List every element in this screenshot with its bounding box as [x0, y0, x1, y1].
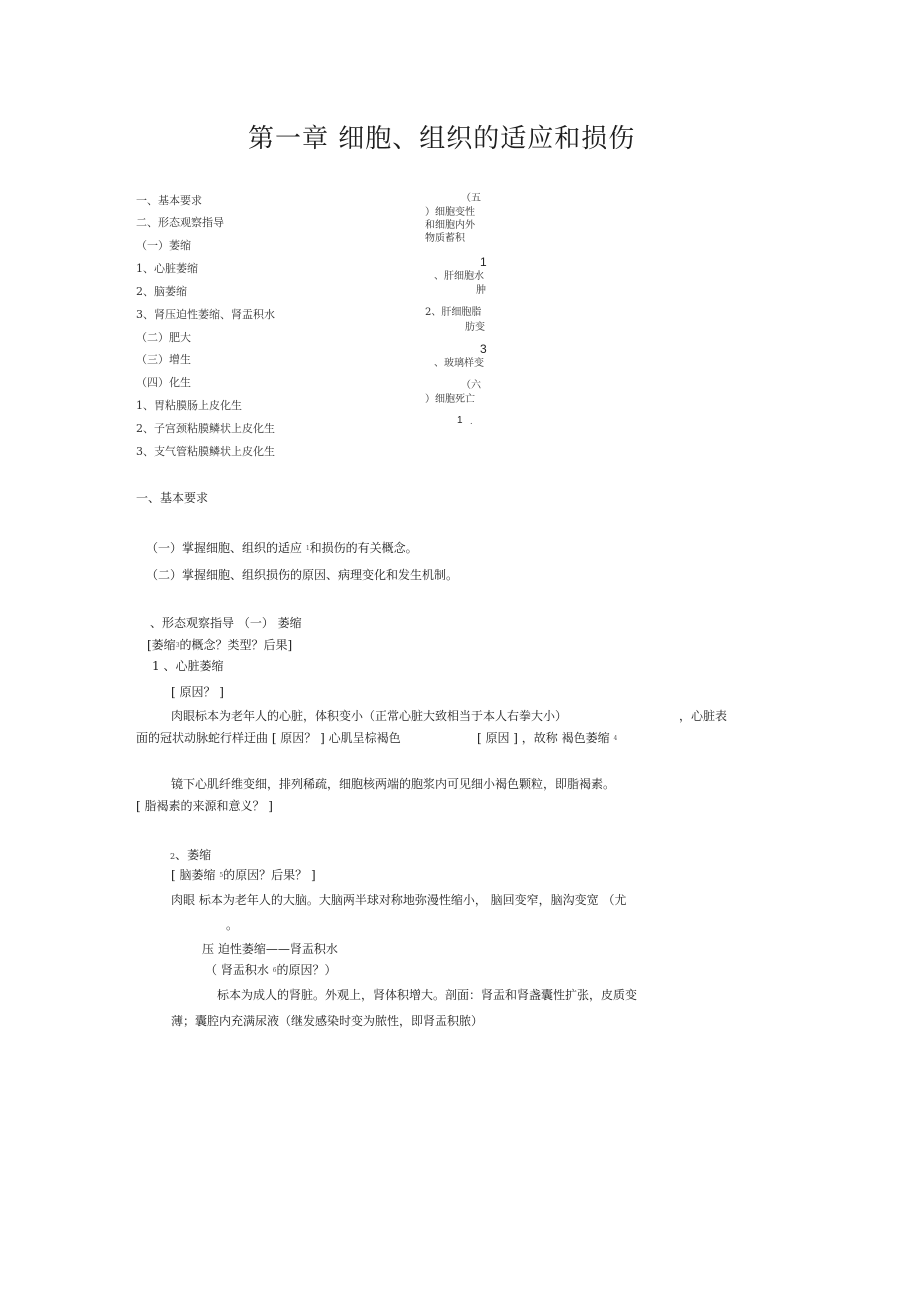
- toc-item: 二、形态观察指导: [136, 216, 224, 229]
- paragraph-line: [477, 729, 617, 746]
- toc-right-number: 1: [480, 255, 487, 269]
- toc-item: 3、支气管粘膜鳞状上皮化生: [136, 445, 275, 458]
- toc-item: 1、心脏萎缩: [136, 262, 198, 275]
- text-span: 、萎缩: [175, 848, 212, 862]
- subheading: 1 、心脏萎缩: [152, 659, 224, 673]
- toc-item: 1、胃粘膜肠上皮化生: [136, 399, 242, 412]
- section-heading: 、形态观察指导 （一） 萎缩: [150, 616, 302, 630]
- paragraph-line: ，心脏表: [679, 709, 728, 723]
- toc-right-number: 3: [480, 342, 487, 356]
- toc-right-line: 和细胞内外: [425, 220, 475, 231]
- paragraph-line: 肉眼 标本为老年人的大脑。大脑两半球对称地弥漫性缩小， 脑回变窄，脑沟变宽 （尤: [171, 893, 627, 907]
- text-span: 的概念？类型？后果]: [179, 638, 293, 652]
- paragraph-line: 薄；囊腔内充满尿液（继发感染时变为脓性，即肾盂积脓）: [171, 1014, 484, 1028]
- toc-item: 2、脑萎缩: [136, 285, 187, 298]
- question: [171, 866, 316, 883]
- text-span: 2: [170, 852, 176, 861]
- toc-right-number: 1: [457, 415, 463, 426]
- question: [205, 961, 337, 978]
- text-span: [ 原因 ] ，故称 褐色萎缩: [477, 731, 610, 745]
- page-title: 第一章 细胞、组织的适应和损伤: [248, 124, 636, 154]
- toc-item: 3、肾压迫性萎缩、肾盂积水: [136, 308, 275, 321]
- toc-right-line: ）细胞死亡: [425, 394, 475, 405]
- text-span: [萎缩: [147, 638, 176, 652]
- toc-right-line: ）细胞变性: [425, 207, 475, 218]
- toc-right-line: 2、肝细胞脂: [425, 307, 482, 318]
- toc-right-line: 、玻璃样变: [434, 358, 484, 369]
- text-span: 的原因？后果？ ]: [223, 868, 316, 882]
- text-span: 和损伤的有关概念。: [309, 541, 418, 555]
- paragraph: [146, 539, 418, 556]
- toc-item: （四）化生: [136, 376, 191, 389]
- paragraph-line: 面的冠状动脉蛇行样迂曲 [ 原因？ ] 心肌呈棕褐色: [136, 731, 401, 745]
- footnote-mark: 3: [175, 642, 180, 649]
- paragraph-line: 镜下心肌纤维变细，排列稀疏，细胞核两端的胞浆内可见细小褐色颗粒，即脂褐素。: [171, 777, 616, 791]
- footnote-mark: 6: [272, 967, 277, 974]
- toc-right-line: （五: [461, 193, 481, 204]
- text-span: 的原因？）: [276, 963, 337, 977]
- toc-right-line: （六: [461, 380, 481, 391]
- toc-item: （三）增生: [136, 353, 191, 366]
- text-span: [ 脑萎缩: [171, 868, 216, 882]
- question: [ 脂褐素的来源和意义？ ]: [136, 799, 273, 813]
- question: [147, 636, 292, 653]
- paragraph-line: 标本为成人的肾脏。外观上，肾体积增大。剖面：肾盂和肾盏囊性扩张，皮质变: [217, 988, 638, 1002]
- text-span: （ 肾盂积水: [205, 963, 269, 977]
- footnote-mark: 5: [219, 872, 224, 879]
- text-span: （一）掌握细胞、组织的适应: [146, 541, 303, 555]
- toc-right-line: 物质蓄积: [425, 233, 465, 244]
- subheading: 压 迫性萎缩——肾盂积水: [202, 942, 338, 956]
- footnote-mark: 4: [613, 735, 618, 742]
- toc-item: （一）萎缩: [136, 239, 191, 252]
- toc-item: （二）肥大: [136, 331, 191, 344]
- toc-item: 2、子宫颈粘膜鳞状上皮化生: [136, 422, 275, 435]
- toc-right-line: 肪变: [465, 322, 485, 333]
- section-heading: 一、基本要求: [136, 491, 209, 505]
- toc-right-line: 肿: [476, 285, 486, 296]
- paragraph-line: 肉眼标本为老年人的心脏，体积变小（正常心脏大致相当于本人右拳大小）: [171, 709, 568, 723]
- toc-item: 一、基本要求: [136, 194, 202, 207]
- footnote-mark: 1: [305, 545, 310, 552]
- question: [ 原因？ ]: [171, 685, 224, 699]
- paragraph: （二）掌握细胞、组织损伤的原因、病理变化和发生机制。: [146, 568, 459, 582]
- toc-right-line: 、肝细胞水: [434, 271, 484, 282]
- subheading: [170, 846, 211, 863]
- toc-right-mark: .: [470, 417, 473, 426]
- paragraph-line: 。: [226, 918, 239, 932]
